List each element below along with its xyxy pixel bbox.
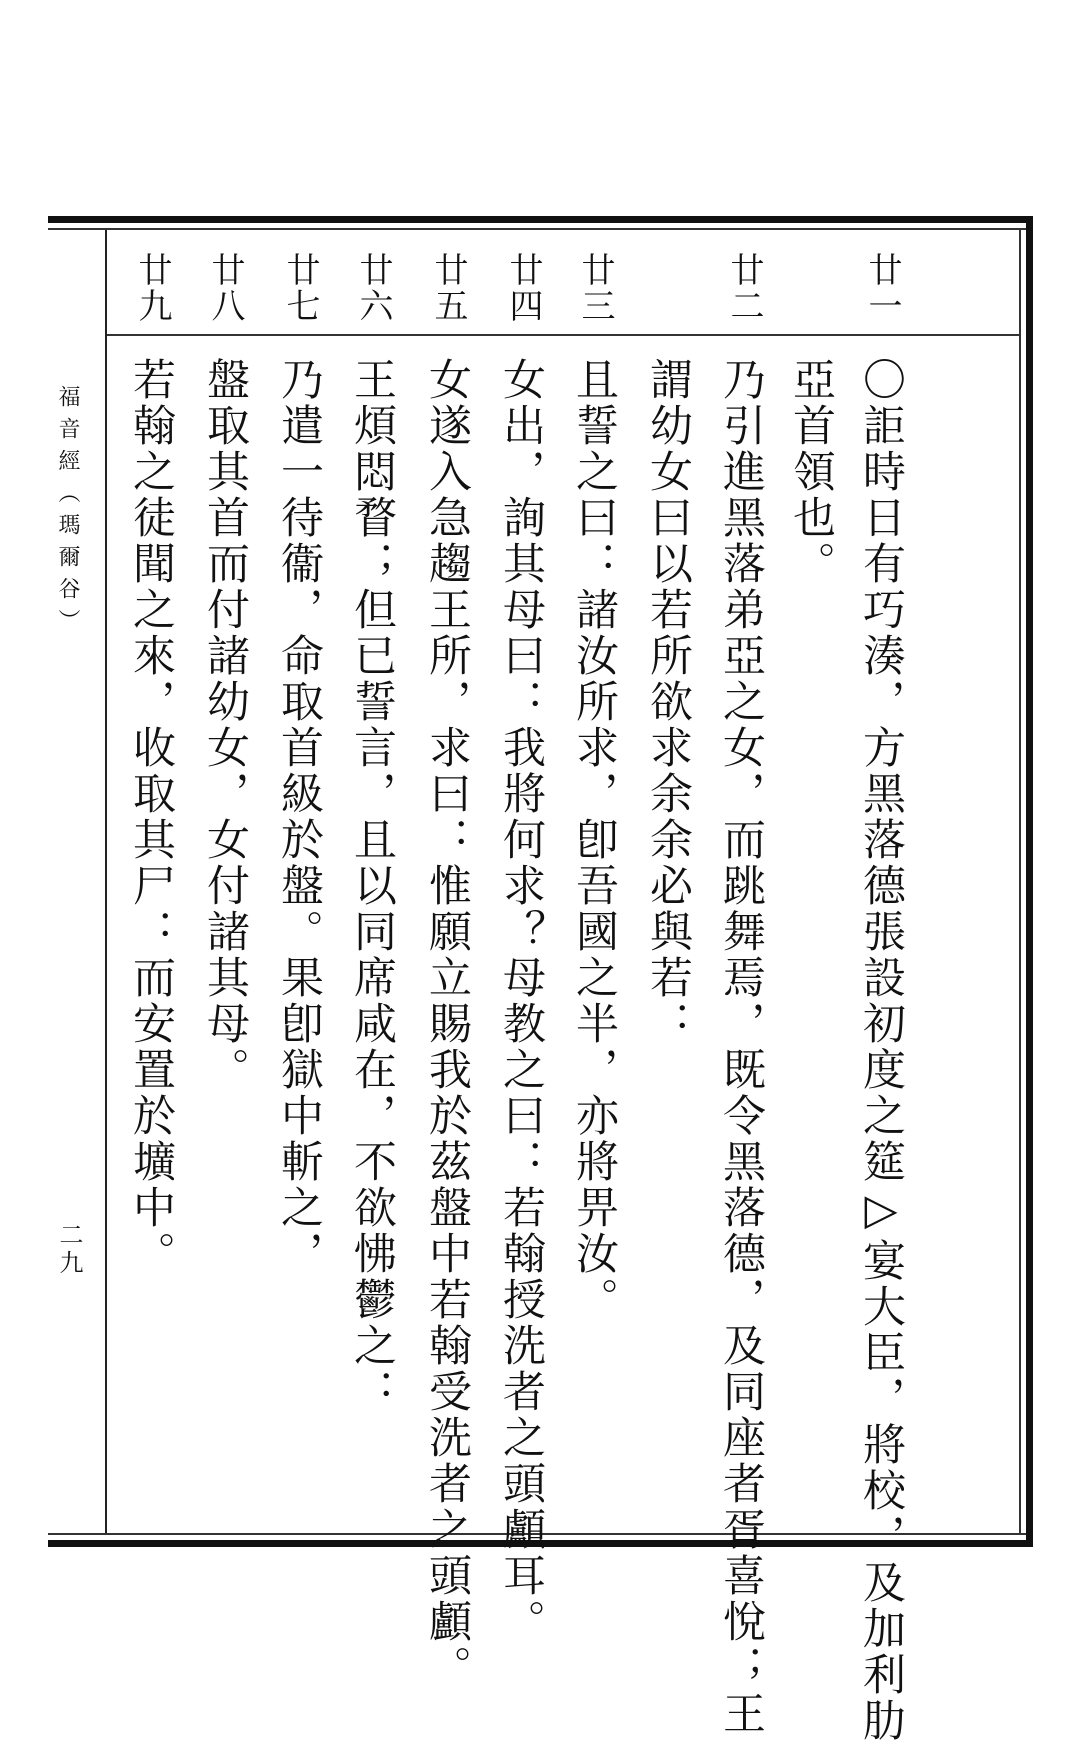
verse-number: 廿四	[503, 252, 543, 324]
verse-number-separator	[107, 334, 1019, 336]
book-title: 福音經（瑪爾谷）	[55, 385, 80, 641]
frame-top-border	[48, 216, 1033, 223]
frame-right-inner-border	[1019, 228, 1021, 1535]
verse-text-line: 若翰之徒聞之來，收取其尸：而安置於壙中。	[126, 357, 176, 1277]
frame-left-border	[105, 230, 107, 1533]
verse-number: 廿九	[132, 252, 172, 324]
verse-text-line: 女出，詢其母曰：我將何求？母教之曰：若翰授洗者之頭顱耳。	[496, 357, 546, 1645]
frame-right-border	[1026, 216, 1033, 1547]
verse-number: 廿五	[428, 252, 468, 324]
verse-text-line: 女遂入急趨王所，求曰：惟願立賜我於茲盤中若翰受洗者之頭顱。	[422, 357, 472, 1691]
verse-text-line: 〇詎時日有巧湊，方黑落德張設初度之筵▷宴大臣，將校，及加利肋	[856, 357, 906, 1744]
verse-text-line: 且誓之曰：諸汝所求，卽吾國之半，亦將畀汝。	[569, 357, 619, 1323]
verse-text-line: 亞首領也。	[786, 357, 836, 587]
verse-number: 廿二	[724, 252, 764, 324]
page-number: 二九	[55, 1222, 83, 1278]
verse-number: 廿七	[280, 252, 320, 324]
verse-text-line: 王煩悶瞀；但已誓言，且以同席咸在，不欲怫鬱之：	[347, 357, 397, 1415]
verse-number: 廿一	[862, 252, 902, 324]
verse-text-line: 盤取其首而付諸幼女，女付諸其母。	[200, 357, 250, 1093]
verse-text-line: 乃遣一待衞，命取首級於盤。果卽獄中斬之，	[274, 357, 324, 1277]
verse-text-line: 謂幼女曰以若所欲求余余必與若：	[643, 357, 693, 1047]
frame-top-inner-border	[48, 228, 1033, 230]
verse-number: 廿八	[205, 252, 245, 324]
verse-text-line: 乃引進黑落弟亞之女，而跳舞焉，既令黑落德，及同座者胥喜悅；王	[716, 357, 766, 1737]
verse-number: 廿三	[575, 252, 615, 324]
verse-number: 廿六	[353, 252, 393, 324]
